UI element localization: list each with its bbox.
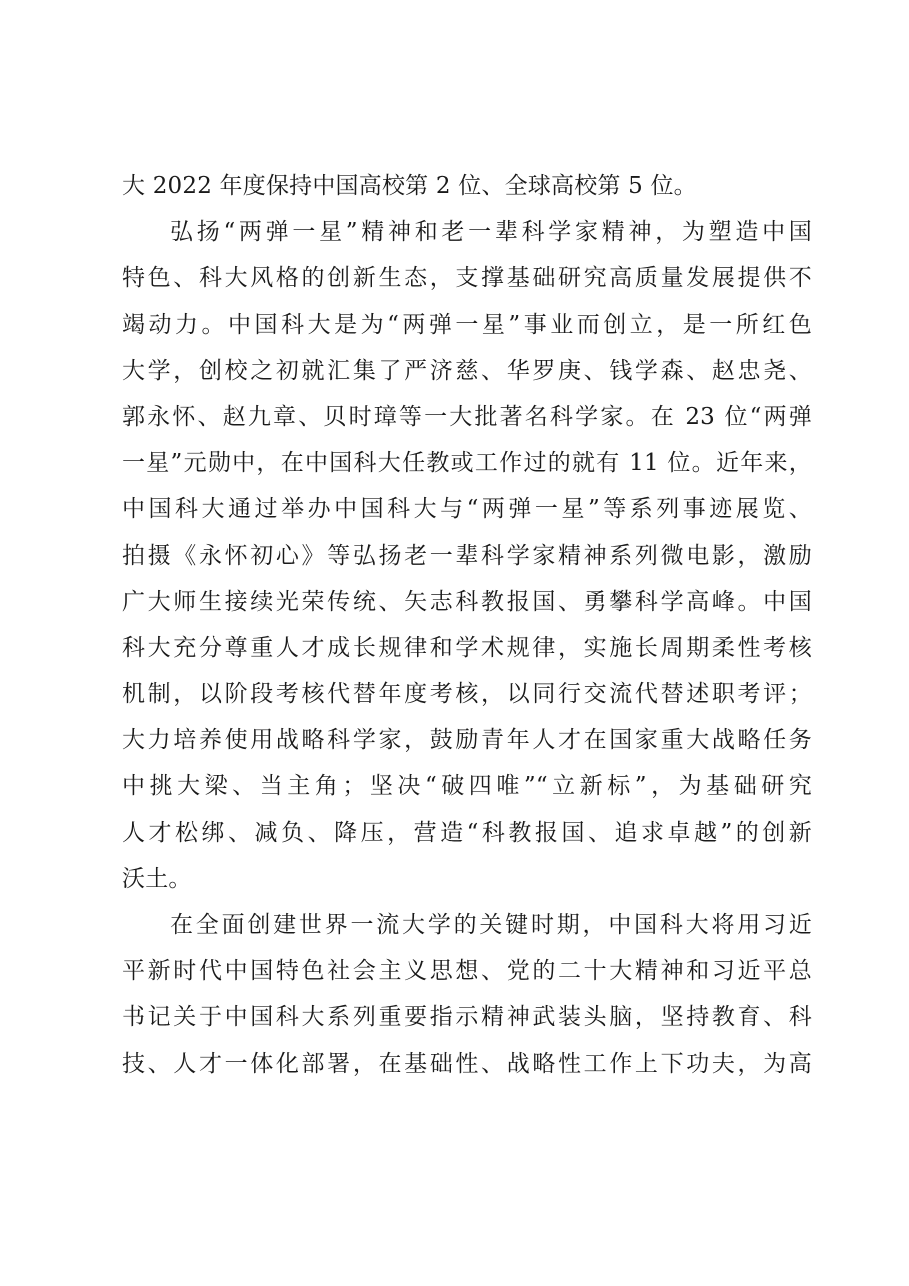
paragraph-1-line-1: 大 2022 年度保持中国高校第 2 位、全球高校第 5 位。 — [122, 173, 697, 199]
paragraph-2-line-2: 特色、科大风格的创新生态，支撑基础研究高质量发展提供不 — [122, 265, 812, 292]
paragraph-2-line-5: 郭永怀、赵九章、贝时璋等一大批著名科学家。在 23 位“两弹 — [122, 403, 812, 430]
paragraph-2-line-11: 机制，以阶段考核代替年度考核，以同行交流代替述职考评； — [122, 681, 812, 708]
paragraph-2-line-3: 竭动力。中国科大是为“两弹一星”事业而创立，是一所红色 — [122, 311, 812, 338]
paragraph-2-line-7: 中国科大通过举办中国科大与“两弹一星”等系列事迹展览、 — [122, 496, 812, 523]
paragraph-2-line-6: 一星”元勋中，在中国科大任教或工作过的就有 11 位。近年来， — [122, 450, 812, 477]
paragraph-3-line-2: 平新时代中国特色社会主义思想、党的二十大精神和习近平总 — [122, 958, 812, 985]
paragraph-2-line-13: 中挑大梁、当主角；坚决“破四唯”“立新标”，为基础研究 — [122, 773, 812, 800]
paragraph-2-line-12: 大力培养使用战略科学家，鼓励青年人才在国家重大战略任务 — [122, 727, 812, 754]
paragraph-2-line-4: 大学，创校之初就汇集了严济慈、华罗庚、钱学森、赵忠尧、 — [122, 357, 812, 384]
paragraph-2-line-14: 人才松绑、减负、降压，营造“科教报国、追求卓越”的创新 — [122, 819, 812, 846]
paragraph-2-line-1: 弘扬“两弹一星”精神和老一辈科学家精神，为塑造中国 — [170, 219, 812, 246]
paragraph-3-line-3: 书记关于中国科大系列重要指示精神武装头脑，坚持教育、科 — [122, 1004, 812, 1031]
paragraph-3-line-1: 在全面创建世界一流大学的关键时期，中国科大将用习近 — [170, 912, 812, 938]
paragraph-2-line-8: 拍摄《永怀初心》等弘扬老一辈科学家精神系列微电影，激励 — [122, 542, 812, 569]
body-text — [122, 163, 812, 1087]
paragraph-2-line-15: 沃土。 — [122, 865, 192, 892]
paragraph-2-line-10: 科大充分尊重人才成长规律和学术规律，实施长周期柔性考核 — [122, 634, 812, 661]
paragraph-2-line-9: 广大师生接续光荣传统、矢志科教报国、勇攀科学高峰。中国 — [122, 588, 812, 615]
paragraph-3-line-4: 技、人才一体化部署，在基础性、战略性工作上下功夫，为高 — [122, 1050, 812, 1077]
